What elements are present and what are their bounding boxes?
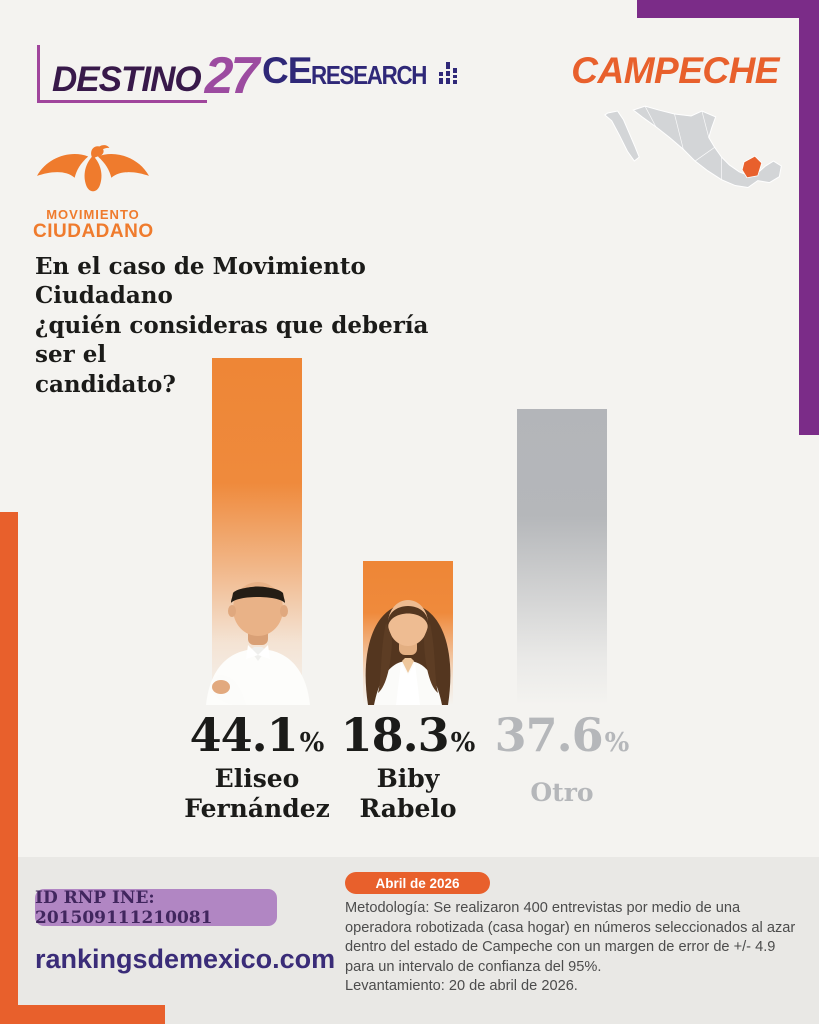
pct-biby	[323, 708, 493, 762]
name-biby-line2: Rabelo	[359, 794, 457, 823]
mc-logo-line1: MOVIMIENTO	[46, 207, 140, 222]
name-otro	[467, 778, 657, 808]
pct-otro	[477, 708, 647, 762]
id-rnp-ine-badge: ID RNP INE: 201509111210081	[35, 889, 277, 926]
orange-bottom-bar	[0, 1005, 165, 1024]
pct-otro-unit: %	[604, 728, 630, 758]
name-biby-line1: Biby	[376, 764, 440, 793]
methodology-text: Metodología: Se realizaron 400 entrevistas por medio de una operadora robotizada (casa hogar) en números seleccionados al azar dentro del estado de Campeche con un margen de error de +/- 4.9 para un intervalo de confianza del 95%.	[345, 900, 796, 975]
pct-eliseo-value: 44.1	[189, 708, 298, 762]
biby-rabelo-photo	[352, 581, 464, 705]
pct-biby-unit: %	[450, 728, 476, 758]
state-title: CAMPECHE	[571, 50, 779, 91]
pct-otro-value: 37.6	[494, 708, 603, 762]
eliseo-fernandez-photo	[180, 571, 336, 705]
destino-number: 27	[204, 47, 257, 105]
bar-otro	[517, 409, 607, 705]
date-badge: Abril de 2026	[345, 872, 490, 894]
pct-eliseo	[172, 708, 342, 762]
ce-research-bold: CE	[262, 50, 312, 92]
name-eliseo-line1: Eliseo	[214, 764, 300, 793]
name-eliseo-line2: Fernández	[184, 794, 330, 823]
website-link[interactable]: rankingsdemexico.com	[35, 944, 336, 974]
question-line2: ¿quién consideras que debería ser el	[35, 311, 429, 369]
methodology-block	[345, 899, 803, 997]
question-line3: candidato?	[35, 370, 176, 398]
mc-logo-line2: CIUDADANO	[33, 221, 154, 242]
question-line1: En el caso de Movimiento Ciudadano	[35, 253, 366, 310]
fieldwork-text: Levantamiento: 20 de abril de 2026.	[345, 978, 578, 995]
name-otro-line1: Otro	[530, 778, 594, 807]
pct-biby-value: 18.3	[340, 708, 449, 762]
destino-wordmark: DESTINO	[52, 60, 201, 99]
pct-eliseo-unit: %	[299, 728, 325, 758]
ce-research-rest: RESEARCH	[311, 59, 427, 90]
